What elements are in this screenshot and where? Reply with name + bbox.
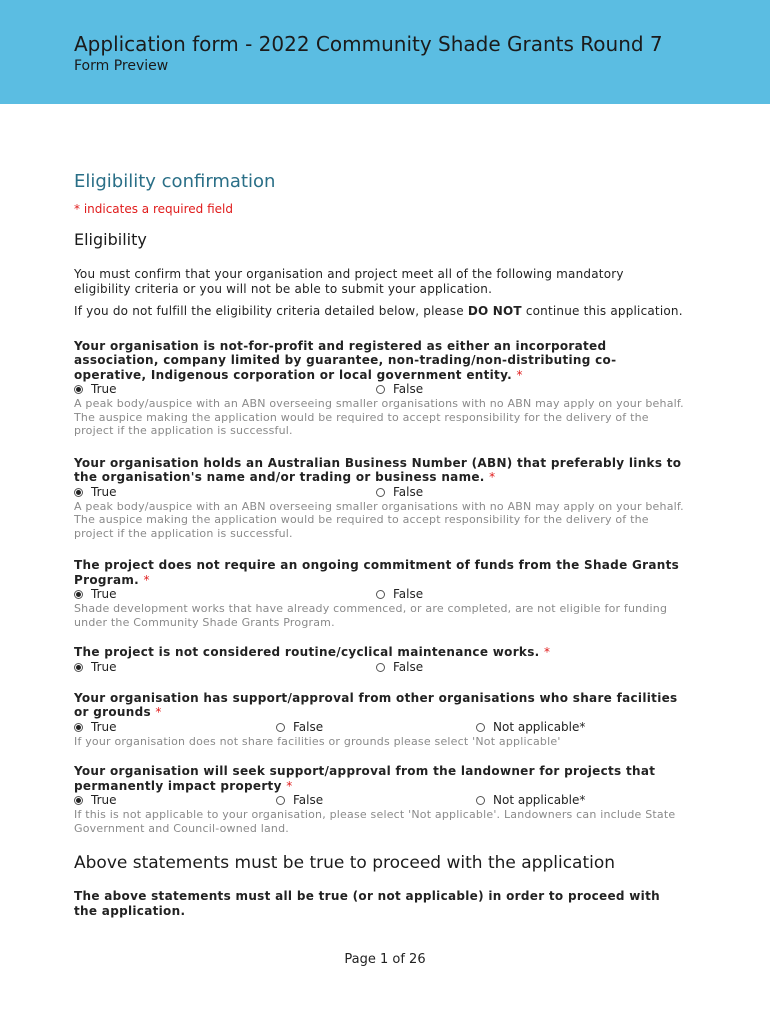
radio-option-label: True xyxy=(91,719,117,734)
form-subtitle: Form Preview xyxy=(74,58,169,74)
radio-option-label: True xyxy=(91,793,117,807)
question-hint: If this is not applicable to your organisation, please select 'Not applicable'. Landowners can include State Government and Council-owned land. xyxy=(74,808,676,835)
radio-button-icon[interactable] xyxy=(74,385,83,394)
question-hint: A peak body/auspice with an ABN overseeing smaller organisations with no ABN may apply on your behalf. The auspice making the application would be required to accept responsibility for the delivery of the project if the application is successful. xyxy=(74,499,684,540)
radio-option-not-applicable[interactable] xyxy=(476,793,585,808)
question-hint: If your organisation does not share facilities or grounds please select 'Not applicable' xyxy=(74,734,561,748)
radio-option-label: True xyxy=(91,484,117,499)
question-label: Your organisation has support/approval from other organisations who share facilities or grounds * xyxy=(74,690,678,719)
radio-option-false[interactable] xyxy=(376,485,423,500)
question-list xyxy=(74,339,684,836)
section-title: Eligibility confirmation xyxy=(74,171,276,192)
radio-button-icon[interactable] xyxy=(476,796,485,805)
radio-option-true[interactable] xyxy=(74,793,117,808)
radio-group xyxy=(74,720,684,735)
question-hint: A peak body/auspice with an ABN overseeing smaller organisations with no ABN may apply on your behalf. The auspice making the application would be required to accept responsibility for the delivery of the project if the application is successful. xyxy=(74,397,684,437)
radio-option-label: True xyxy=(91,382,117,396)
radio-option-false[interactable] xyxy=(276,793,323,808)
radio-option-label: Not applicable* xyxy=(493,719,586,734)
radio-option-label: False xyxy=(393,587,424,601)
radio-group xyxy=(74,587,684,602)
radio-option-label: False xyxy=(293,719,324,734)
required-marker: * xyxy=(155,705,162,719)
intro-paragraph: You must confirm that your organisation and project meet all of the following mandatory eligibility criteria or you will not be able to submit your application. xyxy=(74,267,624,296)
radio-option-label: True xyxy=(91,587,117,601)
required-field-note: * indicates a required field xyxy=(74,202,233,216)
radio-group xyxy=(74,793,684,808)
form-content xyxy=(74,170,684,918)
question-item xyxy=(74,558,684,629)
closing-title: Above statements must be true to proceed with the application xyxy=(74,853,616,873)
radio-group xyxy=(74,382,684,397)
question-label: Your organisation will seek support/approval from the landowner for projects that permanently impact property * xyxy=(74,764,656,793)
question-item xyxy=(74,456,684,541)
radio-button-icon[interactable] xyxy=(74,796,83,805)
radio-button-icon[interactable] xyxy=(376,488,385,497)
radio-option-true[interactable] xyxy=(74,587,117,602)
radio-option-label: False xyxy=(393,659,424,674)
question-item xyxy=(74,691,684,749)
radio-button-icon[interactable] xyxy=(74,590,83,599)
warning-paragraph: If you do not fulfill the eligibility criteria detailed below, please DO NOT continue this application. xyxy=(74,304,683,318)
radio-option-label: Not applicable* xyxy=(493,793,586,807)
radio-button-icon[interactable] xyxy=(74,723,83,732)
question-hint: Shade development works that have already commenced, or are completed, are not eligible for funding under the Community Shade Grants Program. xyxy=(74,602,668,629)
question-label: The project does not require an ongoing commitment of funds from the Shade Grants Program. * xyxy=(74,558,680,587)
required-marker: * xyxy=(143,572,150,587)
radio-option-label: False xyxy=(393,484,424,499)
question-label: The project is not considered routine/cyclical maintenance works. * xyxy=(74,645,551,659)
radio-button-icon[interactable] xyxy=(74,663,83,672)
radio-option-true[interactable] xyxy=(74,485,117,500)
radio-button-icon[interactable] xyxy=(476,723,485,732)
radio-group xyxy=(74,660,684,675)
question-label: Your organisation holds an Australian Business Number (ABN) that preferably links to the organisation's name and/or trading or business name. * xyxy=(74,455,682,484)
radio-option-true[interactable] xyxy=(74,660,117,675)
eligibility-heading: Eligibility xyxy=(74,230,147,249)
required-marker: * xyxy=(543,645,551,659)
radio-option-label: False xyxy=(293,793,324,807)
radio-option-false[interactable] xyxy=(376,587,423,602)
radio-option-false[interactable] xyxy=(376,382,423,397)
radio-button-icon[interactable] xyxy=(74,488,83,497)
radio-option-false[interactable] xyxy=(376,660,423,675)
radio-button-icon[interactable] xyxy=(376,590,385,599)
question-label: Your organisation is not-for-profit and registered as either an incorporated association, company limited by guarantee, non-trading/non-distributing co-operative, Indigenous corporation or local government entity. * xyxy=(74,338,617,382)
radio-button-icon[interactable] xyxy=(376,663,385,672)
radio-option-not-applicable[interactable] xyxy=(476,720,585,735)
radio-group xyxy=(74,485,684,500)
question-item xyxy=(74,645,684,675)
radio-option-label: True xyxy=(91,659,117,674)
question-item xyxy=(74,764,684,835)
required-marker: * xyxy=(489,470,496,484)
required-marker: * xyxy=(516,367,523,382)
radio-button-icon[interactable] xyxy=(376,385,385,394)
radio-button-icon[interactable] xyxy=(276,723,285,732)
radio-option-true[interactable] xyxy=(74,720,117,735)
radio-option-true[interactable] xyxy=(74,382,117,397)
radio-button-icon[interactable] xyxy=(276,796,285,805)
closing-text: The above statements must all be true (or not applicable) in order to proceed with the application. xyxy=(74,889,660,918)
form-header xyxy=(0,0,770,104)
do-not-emphasis: DO NOT xyxy=(467,304,522,318)
radio-option-false[interactable] xyxy=(276,720,323,735)
required-marker: * xyxy=(286,778,293,793)
form-title: Application form - 2022 Community Shade Grants Round 7 xyxy=(74,32,663,56)
page-number: Page 1 of 26 xyxy=(344,952,426,967)
question-item xyxy=(74,339,684,438)
radio-option-label: False xyxy=(393,382,424,396)
